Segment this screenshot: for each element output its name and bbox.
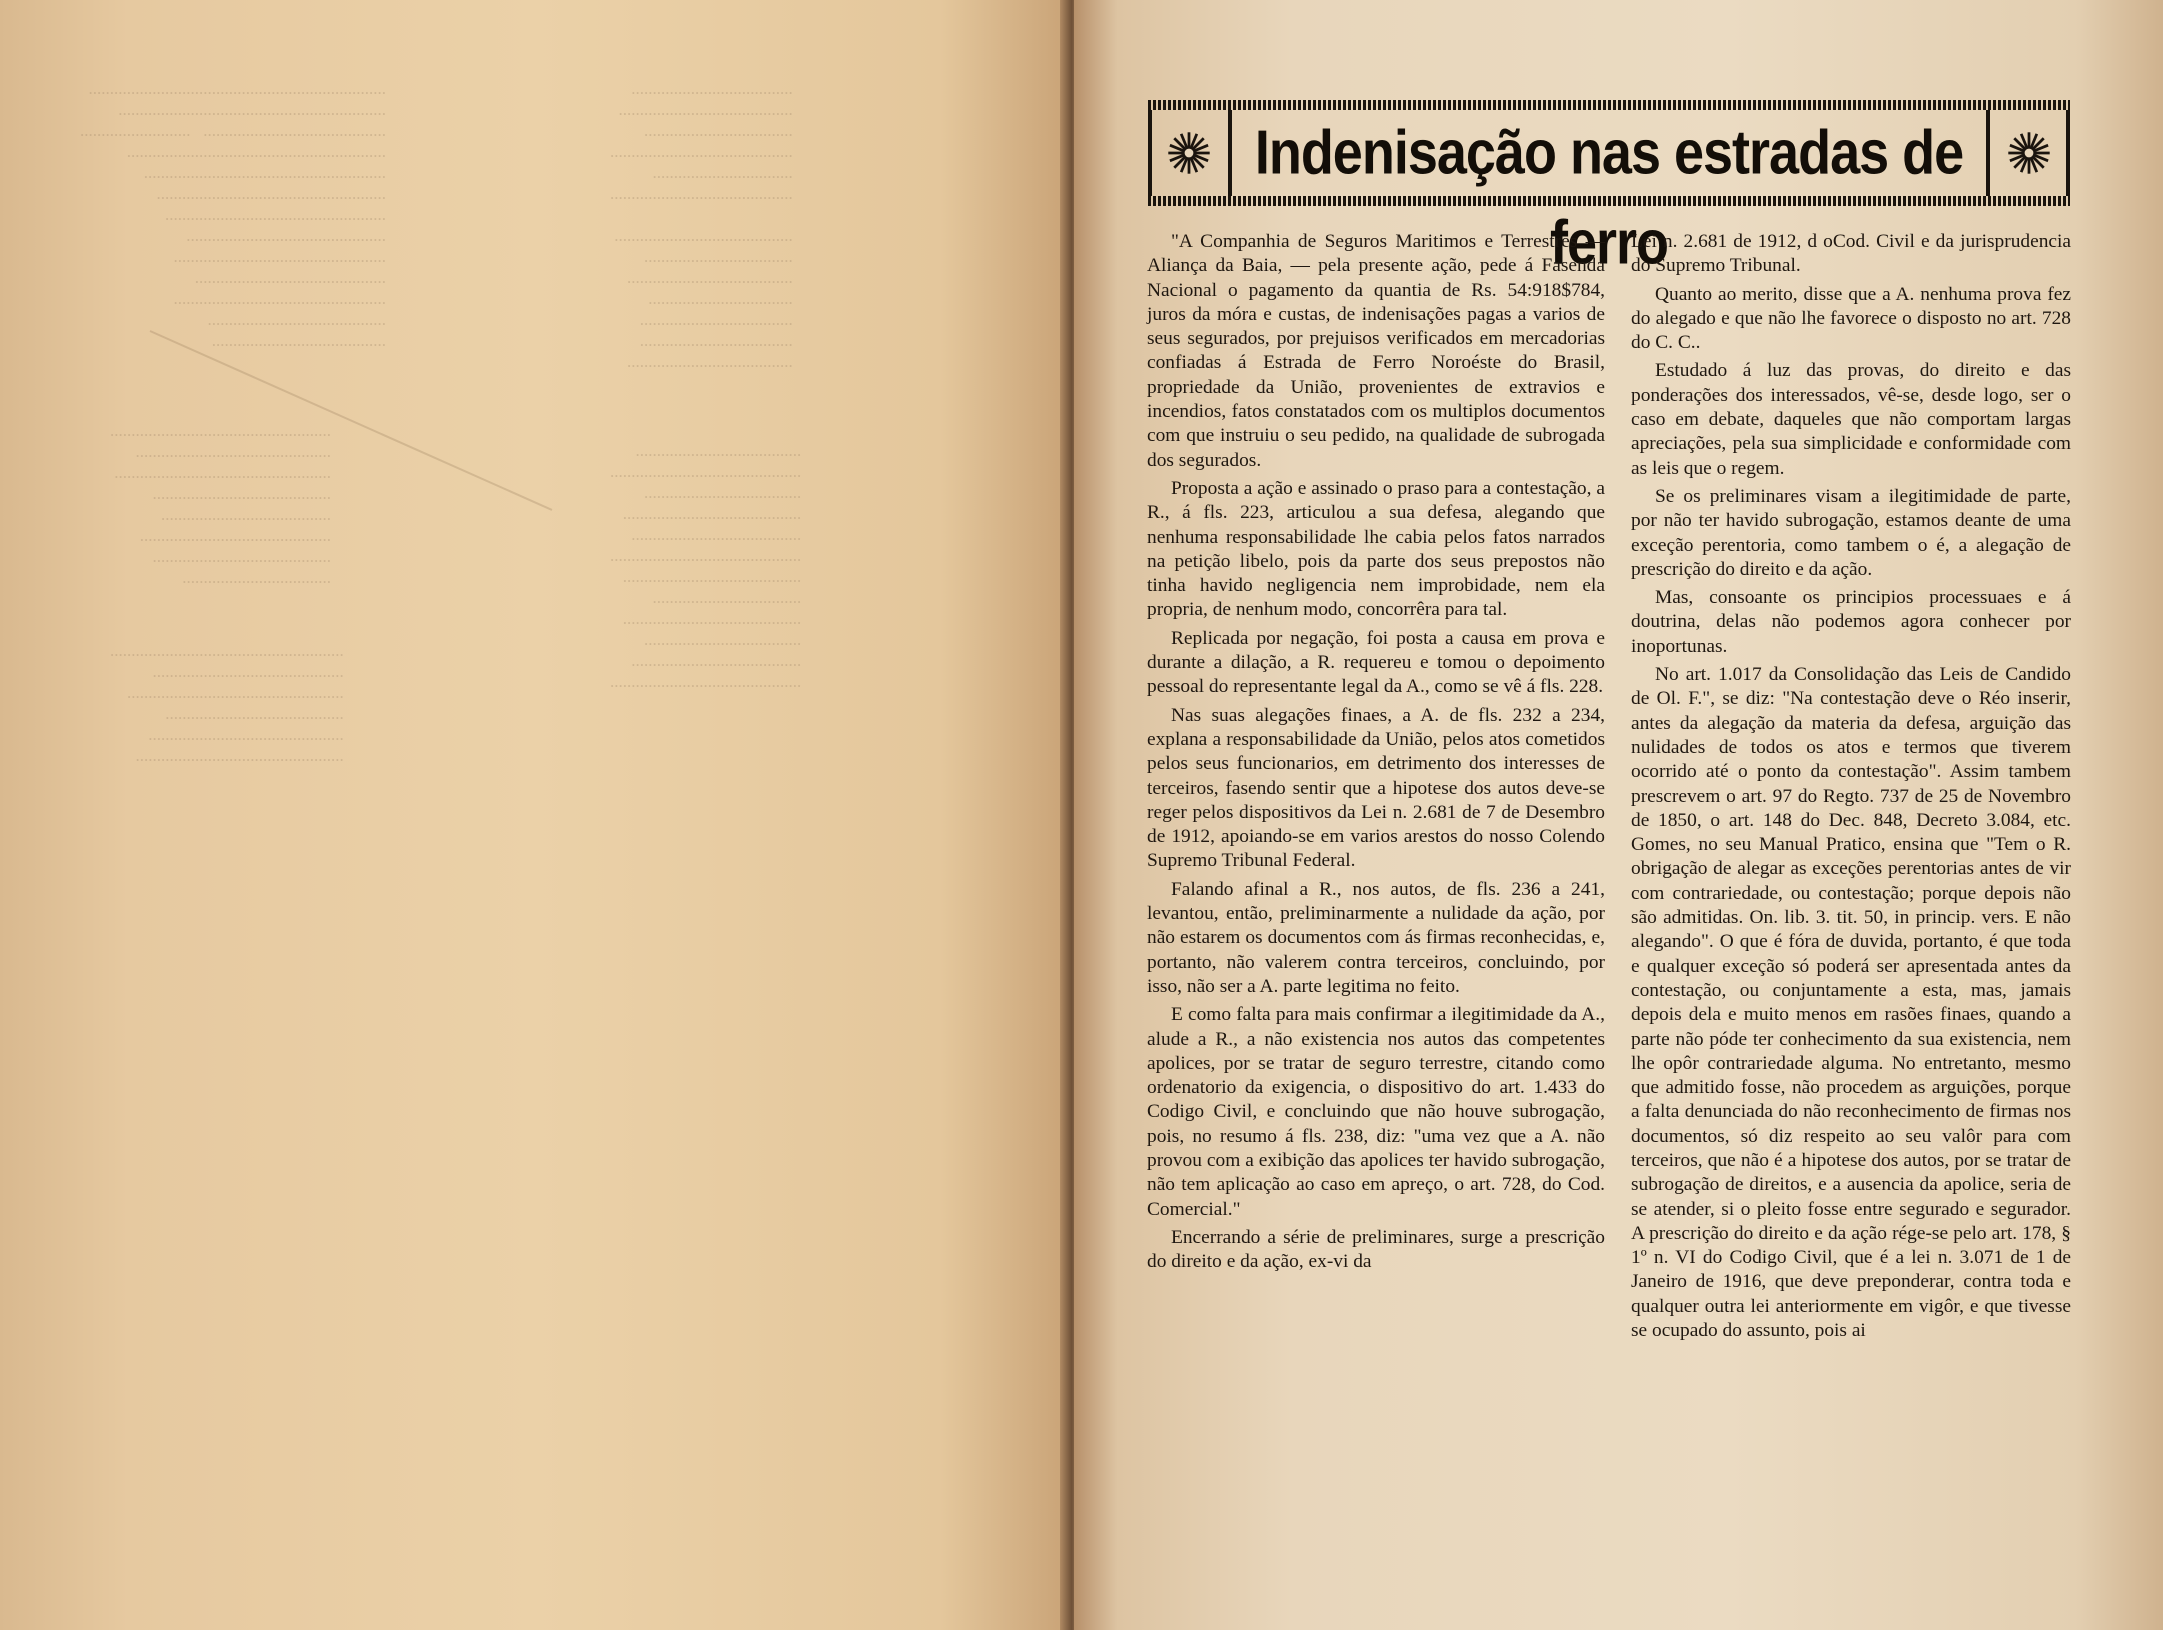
article-column-left [1147, 230, 1605, 1274]
reverse-side-text: .................................................... .............................................. ................................................... .......................................... ........................................ ............................................. .......................................... ................................... [110, 421, 331, 587]
reverse-side-text: ...................................................................... ............................................................... ........................................... .......................... ............................................................. ......................................................... ...................................................... .................................................... ............................................... .................................................. ............................................. .................................................. .......................................... ......................................... [80, 79, 386, 350]
paragraph: Proposta a ação e assinado o praso para a contestação, a R., á fls. 223, articulou a sua defesa, alegando que nenhuma responsabilidade lhe cabia pelos fatos narrados na petição libelo, pois da parte dos seus prepostos não tinha havido negligencia nem improbidade, nem ela propria, de nenhum modo, concorrêra para tal. [1147, 477, 1605, 621]
left-page-bleedthrough [0, 0, 1068, 1630]
reverse-side-text: ...................................... ......................................... ................................... ........................................... ................................. ........................................... .......................................... ................................... ....................................... .................................. .................................... .................................... ....................................... [610, 79, 793, 371]
paragraph: E como falta para mais confirmar a ilegitimidade da A., alude a R., a não existencia nos autos das competentes apolices, por se tratar de seguro terrestre, citando como ordenatorio da exigencia, o dispositivo do art. 1.433 do Codigo Civil, e concluindo que não houve subrogação, pois, no resumo á fls. 238, diz: "uma vez que a A. não provou com a exibição das apolices ter havido subrogação, não tem aplicação ao caso em apreço, o art. 728, do Cod. Comercial." [1147, 1004, 1605, 1220]
banner-inner-left-rule [1228, 110, 1232, 196]
paragraph: Encerrando a série de preliminares, surge a prescrição do direito e da ação, ex-vi da [1147, 1226, 1605, 1273]
paragraph: Falando afinal a R., nos autos, de fls. 236 a 241, levantou, então, preliminarmente a nulidade da ação, por não estarem os documentos com ás firmas reconhecidas, e, portanto, não valerem contra terceiros, concluindo, por isso, não ser a A. parte legitima no feito. [1147, 878, 1605, 997]
paragraph: Lei n. 2.681 de 1912, d oCod. Civil e da jurisprudencia do Supremo Tribunal. [1631, 231, 2071, 277]
sunburst-ornament-icon [1160, 124, 1218, 182]
article-column-right [1631, 230, 2071, 1343]
reverse-side-text: ....................................................... ............................................. ................................................... .......................................... .............................................. ................................................. [110, 641, 344, 765]
paragraph: Mas, consoante os principios processuaes e á doutrina, delas não podemos agora conhecer por inoportunas. [1631, 587, 2071, 657]
paragraph: Replicada por negação, foi posta a causa em prova e durante a dilação, a R. requereu e tomou o depoimento pessoal do representante legal da A., como se vê á fls. 228. [1147, 627, 1605, 698]
banner-left-rule [1148, 110, 1152, 196]
paragraph: No art. 1.017 da Consolidação das Leis de Candido de Ol. F.", se diz: "Na contestação deve o Réo inserir, antes da alegação da materia da defesa, arguição das nulidades de todos os atos e termos que tiverem ocorrido até o ponto da contestação". Assim tambem prescrevem o art. 97 do Regto. 737 de 25 de Novembro de 1850, o art. 148 do Dec. 848, Decreto 3.084, etc. Gomes, no seu Manual Pratico, ensina que "Tem o R. obrigação de alegar as exceções perentorias antes de vir com contrariedade, ou contestação; porque depois não são admitidas. On. lib. 3. tit. 50, in princip. vers. E não alegando". O que é fóra de duvida, portanto, é que toda e qualquer exceção só poderá ser apresentada antes da contestação, ou conjuntamente a esta, mas, jamais depois dela e muito menos em rasões finaes, quando a parte não póde ter conhecimento da sua existencia, nem lhe opôr contrariedade alguma. No entretanto, mesmo que admitido fosse, não procedem as arguições, porque a falta denunciada do não reconhecimento de firmas nos documentos, só diz respeito ao seu valôr para com terceiros, que não é a hipotese dos autos, por se tratar de subrogação de direitos, e a ausencia da apolice, seria de se atender, si o pleito fosse entre segurado e segurador. A prescrição do direito e da ação rége-se pelo art. 178, § 1º n. VI do Codigo Civil, que é a lei n. 3.071 de 1 de Janeiro de 1916, que deve preponderar, contra toda e qualquer outra lei anteriormente em vigôr, e que tivesse se ocupado do assunto, pois ai [1631, 664, 2071, 1342]
paragraph: Quanto ao merito, disse que a A. nenhuma prova fez do alegado e que não lhe favorece o disposto no art. 728 do C. C.. [1631, 283, 2071, 354]
paragraph: Nas suas alegações finaes, a A. de fls. 232 a 234, explana a responsabilidade da União, pelos atos cometidos pelos seus funcionarios, em detrimento dos interesses de terceiros, fasendo sentir que a hipotese dos autos deve-se reger pelos dispositivos da Lei n. 2.681 de 7 de Desembro de 1912, apoiando-se em varios arestos do nosso Colendo Supremo Tribunal Federal. [1147, 704, 1605, 872]
banner-right-rule [2066, 110, 2070, 196]
paragraph: Se os preliminares visam a ilegitimidade de parte, por não ter havido subrogação, estamos deante de uma exceção perentoria, como tambem o é, a alegação de prescrição do direito e da ação. [1631, 485, 2071, 580]
banner-inner-right-rule [1986, 110, 1990, 196]
article-title: Indenisação nas estradas de ferro [1254, 118, 1964, 278]
reverse-side-text: ....................................... ............................................. ..................................... .......................................... ........................................ ............................................. .......................................... ................................... .......................................... ..................................... ........................................ ............................................. [610, 441, 802, 691]
paragraph: Estudado á luz das provas, do direito e das ponderações dos interessados, vê-se, desde logo, ser o caso em debate, daqueles que não comportam largas apreciações, pela sua simplicidade e conformidade com as leis que o regem. [1631, 360, 2071, 479]
sunburst-ornament-icon [2000, 124, 2058, 182]
paragraph: "A Companhia de Seguros Maritimos e Terrestres — Aliança da Baia, — pela presente ação, pede á Fasenda Nacional o pagamento da quantia de Rs. 54:918$784, juros da móra e custas, de indenisações pagas a varios de seus segurados, por prejuisos verificados em mercadorias confiadas á Estrada de Ferro Noroéste do Brasil, propriedade da União, provenientes de extravios e incendios, fatos constatados com os multiplos documentos com que instruiu o seu pedido, na qualidade de subrogada dos segurados. [1147, 231, 1605, 471]
